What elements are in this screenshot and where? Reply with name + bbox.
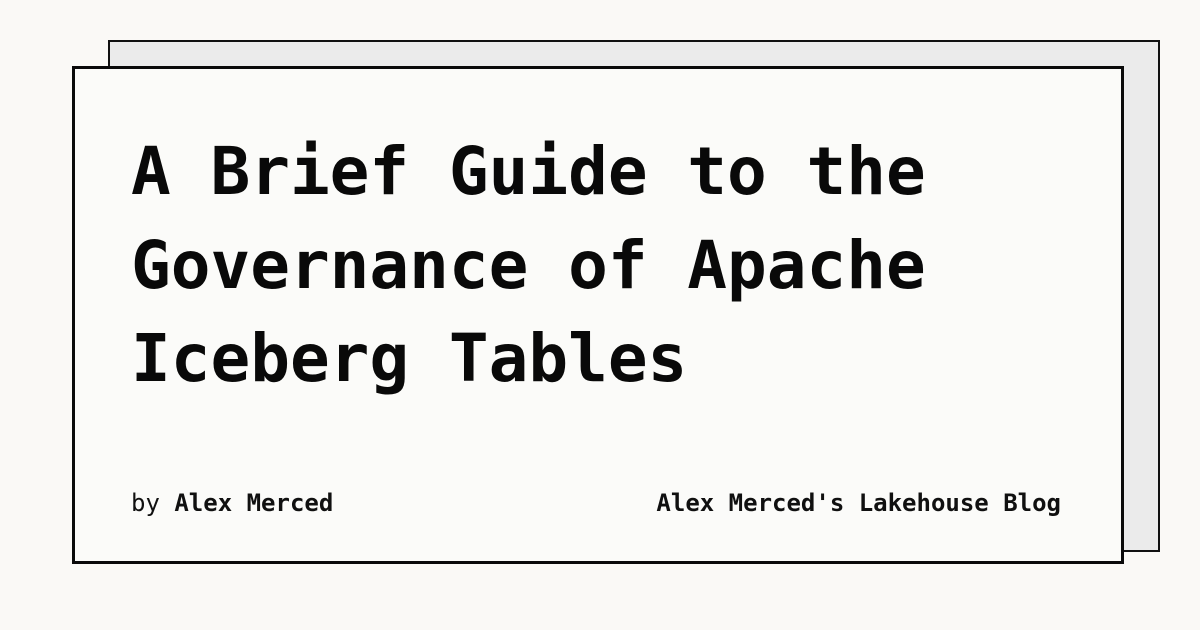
byline-prefix: by: [131, 489, 175, 517]
article-card: [72, 66, 1124, 564]
author-name: Alex Merced: [174, 489, 334, 517]
card-footer: [131, 489, 1065, 525]
blog-name: Alex Merced's Lakehouse Blog: [656, 489, 1061, 517]
page-title: A Brief Guide to the Governance of Apache Iceberg Tables: [131, 133, 926, 398]
byline: [131, 489, 333, 517]
